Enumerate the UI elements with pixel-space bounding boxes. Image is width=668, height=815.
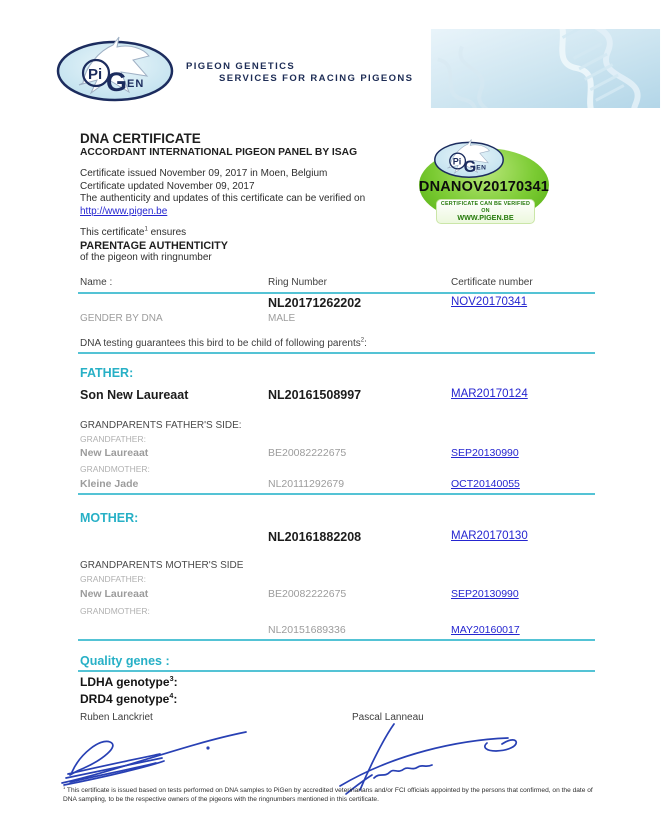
tagline-line1: PIGEON GENETICS [186,61,296,72]
quality-genes-heading: Quality genes : [80,654,170,668]
signer-right-name: Pascal Lanneau [352,712,424,723]
footnote-ref-1: 1 [144,226,148,233]
company-tagline [186,61,413,85]
grandfather-label-row: GRANDFATHER: [80,574,146,584]
grandmother-name: Kleine Jade [80,478,139,490]
pigen-logo-icon [55,33,175,103]
ldha-genotype-row: LDHA genotype$^3$: [80,674,178,689]
grandfather-certificate-link[interactable]: SEP20130990 [451,588,519,600]
mother-heading-row [80,511,596,527]
ringnumber-line: of the pigeon with ringnumber [80,252,212,263]
pigen-logo-icon [428,137,510,179]
mother-row [80,530,596,546]
father-heading: FATHER: [80,366,134,380]
grandmother-certificate-link[interactable]: OCT20140055 [451,478,520,490]
col-cert-header: Certificate number [451,277,533,288]
mother-grandfather-row [80,588,596,604]
footnote: $^1$ This certificate is issued based on tests performed on DNA samples to PiGen by accredited veterinarians and/or FCI officials appointed by the persons that confirmed, on the date of DNA sampling, to be the respective owners of the pigeons with the ringnumbers mentioned in this certificate. [63,784,593,803]
guarantee-line: DNA testing guarantees this bird to be child of following parents$^2$: [80,337,367,349]
updated-line: Certificate updated November 09, 2017 [80,180,255,192]
drd4-genotype-row: DRD4 genotype$^4$: [80,691,178,706]
father-grandmother-row [80,478,596,494]
grandfather-ring-number: BE20082222675 [268,447,347,459]
mother-heading: MOTHER: [80,511,139,525]
parentage-authenticity-label: PARENTAGE AUTHENTICITY [80,239,228,252]
page-title: DNA CERTIFICATE [80,131,201,146]
mother-ring-number: NL20161882208 [268,530,362,544]
badge-certificate-code: DNANOV20170341 [418,179,550,195]
section-divider [78,493,595,495]
grandfather-name: New Laureaat [80,447,149,459]
verify-link[interactable]: http://www.pigen.be [80,205,168,217]
verify-line: The authenticity and updates of this certificate can be verified on [80,193,366,204]
quality-genes-heading-row [80,654,596,670]
issued-line: Certificate issued November 09, 2017 in Moen, Belgium [80,168,328,179]
mother-grandmother-row [80,624,596,640]
grandparents-mother-heading: GRANDPARENTS MOTHER'S SIDE [80,560,244,571]
col-name-header: Name : [80,277,113,288]
title-block [80,131,425,265]
grandfather-label-row: GRANDFATHER: [80,434,146,444]
father-grandfather-row [80,447,596,463]
tagline-line2: SERVICES FOR RACING PIGEONS [219,73,414,84]
mother-certificate-link[interactable]: MAR20170130 [451,530,528,542]
father-row [80,388,596,404]
subject-row [80,296,596,312]
footnote-ref-3: 3 [169,674,174,683]
section-divider [78,352,595,354]
dna-helix-banner-image [430,29,661,108]
father-heading-row [80,366,596,382]
grandmother-ring-number: NL20111292679 [268,478,345,490]
pedigree-table-header [80,277,596,293]
verification-badge [415,136,555,231]
footnote-marker-1: 1 [63,784,66,790]
grandparents-father-heading: GRANDPARENTS FATHER'S SIDE: [80,420,242,431]
footnote-ref-4: 4 [169,691,174,700]
father-certificate-link[interactable]: MAR20170124 [451,388,528,400]
badge-verify-line1: CERTIFICATE CAN BE VERIFIED ON [440,201,531,214]
father-name: Son New Laureaat [80,388,189,402]
gender-value: MALE [268,313,296,324]
grandmother-certificate-link[interactable]: MAY20160017 [451,624,520,636]
signature-right [330,718,545,796]
gender-row [80,313,596,329]
section-divider [78,670,595,672]
ensures-line: This certificate$^1$ ensures [80,226,187,238]
father-ring-number: NL20161508997 [268,388,362,402]
grandmother-label-row: GRANDMOTHER: [80,606,150,616]
subject-ring-number: NL20171262202 [268,296,362,310]
col-ring-header: Ring Number [268,277,327,288]
signature-left [58,724,268,789]
grandfather-ring-number: BE20082222675 [268,588,347,600]
badge-verify-line2: WWW.PIGEN.BE [457,213,514,222]
signer-left-name: Ruben Lanckriet [80,712,153,723]
section-divider [78,292,595,294]
grandmother-label-row: GRANDMOTHER: [80,464,150,474]
grandfather-certificate-link[interactable]: SEP20130990 [451,447,519,459]
page-subtitle: ACCORDANT INTERNATIONAL PIGEON PANEL BY ISAG [80,147,358,158]
grandfather-name: New Laureaat [80,588,149,600]
footnote-ref-2: 2 [360,337,365,344]
badge-verify-band [436,199,535,224]
gender-label: GENDER BY DNA [80,313,163,324]
section-divider [78,639,595,641]
subject-certificate-link[interactable]: NOV20170341 [451,296,528,308]
grandmother-ring-number: NL20151689336 [268,624,346,636]
